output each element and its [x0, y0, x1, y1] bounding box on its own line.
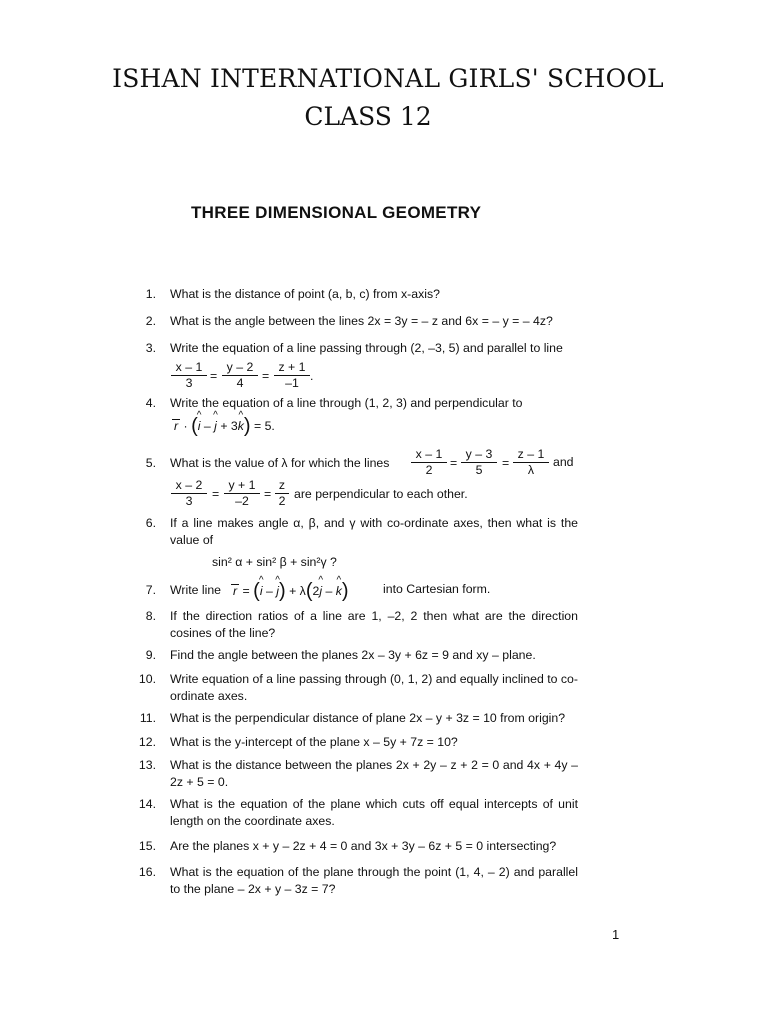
- fraction-y: [224, 478, 260, 509]
- denominator: 5: [475, 463, 483, 477]
- minus-sign: –: [265, 584, 273, 598]
- question-text: What is the y-intercept of the plane x – 5y + 7z = 10?: [170, 735, 458, 749]
- vector-r: r: [174, 419, 179, 433]
- equals-sign: =: [212, 487, 220, 501]
- question-text: What is the distance between the planes 2x + 2y – z + 2 = 0 and 4x + 4y – 2z + 5 = 0.: [170, 758, 578, 789]
- equals-sign: =: [502, 456, 510, 470]
- fraction-z: [274, 360, 310, 391]
- unit-vector-k: ^ k: [238, 419, 244, 433]
- question-number: 11.: [139, 711, 156, 725]
- question-number: 14.: [138, 797, 156, 811]
- equals-sign: =: [242, 584, 250, 598]
- denominator: 4: [236, 376, 244, 390]
- numerator: z – 1: [513, 447, 549, 463]
- trig-expression: sin² α + sin² β + sin²γ ?: [212, 555, 337, 569]
- dot-operator: ·: [183, 419, 188, 433]
- numerator: z: [275, 478, 289, 494]
- class-label: CLASS 12: [304, 102, 432, 131]
- unit-vector-j: ^ j: [319, 584, 322, 598]
- question-number: 13.: [138, 758, 156, 772]
- plus-three: + 3: [220, 419, 238, 433]
- question-text: Write line: [170, 583, 222, 597]
- fraction-z: [275, 478, 289, 509]
- question-text: What is the equation of the plane which cuts off equal intercepts of unit length on the coordinate axes.: [170, 797, 578, 828]
- question-text: Write the equation of a line passing through (2, –3, 5) and parallel to line: [170, 341, 563, 355]
- coefficient-two: 2: [312, 584, 320, 598]
- numerator: y – 3: [461, 447, 497, 463]
- fraction-y: [222, 360, 258, 391]
- question-text: If a line makes angle α, β, and γ with co-ordinate axes, then what is the value of: [170, 516, 578, 547]
- question-number: 6.: [145, 516, 156, 530]
- question-number: 8.: [145, 609, 156, 623]
- numerator: y + 1: [224, 478, 260, 494]
- question-text: What is the angle between the lines 2x = 3y = – z and 6x = – y = – 4z?: [170, 314, 553, 328]
- question-number: 4.: [145, 396, 156, 410]
- equals-sign: =: [450, 456, 458, 470]
- question-number: 5.: [145, 456, 156, 470]
- question-text: What is the value of λ for which the lines: [170, 456, 390, 470]
- question-number: 7.: [145, 583, 156, 597]
- question-number: 3.: [145, 341, 156, 355]
- denominator: 2: [425, 463, 433, 477]
- question-number: 9.: [145, 648, 156, 662]
- question-text: Are the planes x + y – 2z + 4 = 0 and 3x + 3y – 6z + 5 = 0 intersecting?: [170, 839, 557, 853]
- page-number: 1: [612, 927, 620, 942]
- unit-vector-j: ^ j: [276, 584, 279, 598]
- fraction-y: [461, 447, 497, 478]
- question-text: Find the angle between the planes 2x – 3y + 6z = 9 and xy – plane.: [170, 648, 536, 662]
- plus-lambda: + λ: [289, 584, 306, 598]
- numerator: x – 1: [411, 447, 447, 463]
- unit-vector-k: ^ k: [336, 584, 342, 598]
- denominator: –2: [235, 494, 249, 508]
- denominator: 3: [185, 494, 193, 508]
- minus-sign: –: [325, 584, 333, 598]
- denominator: –1: [285, 376, 299, 390]
- equals-sign: =: [210, 369, 218, 383]
- school-name: ISHAN INTERNATIONAL GIRLS' SCHOOL: [112, 64, 664, 93]
- vector-r: r: [233, 584, 238, 598]
- question-text: What is the perpendicular distance of plane 2x – y + 3z = 10 from origin?: [170, 711, 566, 725]
- fraction-z: [513, 447, 549, 478]
- equation-rhs: = 5.: [254, 419, 275, 433]
- numerator: x – 2: [171, 478, 207, 494]
- question-number: 2.: [145, 314, 156, 328]
- and-word: and: [553, 455, 574, 469]
- question-text: Write the equation of a line through (1, 2, 3) and perpendicular to: [170, 396, 523, 410]
- minus-sign: –: [203, 419, 211, 433]
- period: .: [310, 369, 314, 383]
- question-number: 10.: [138, 672, 156, 686]
- numerator: z + 1: [274, 360, 310, 376]
- equals-sign: =: [264, 487, 272, 501]
- equals-sign: =: [262, 369, 270, 383]
- vector-equation: r = (^ i – ^ j) + λ(2^ j – ^ k): [231, 580, 349, 603]
- question-text: Write equation of a line passing through (0, 1, 2) and equally inclined to co-ordinate axes.: [170, 672, 578, 703]
- fraction-x: [171, 360, 207, 391]
- fraction-x: [171, 478, 207, 509]
- question-text-end: into Cartesian form.: [383, 582, 491, 596]
- numerator: y – 2: [222, 360, 258, 376]
- numerator: x – 1: [171, 360, 207, 376]
- question-text: What is the distance of point (a, b, c) from x-axis?: [170, 287, 440, 301]
- question-text: What is the equation of the plane through the point (1, 4, – 2) and parallel to the plane – 2x + y – 3z = 7?: [170, 865, 578, 896]
- topic-title: THREE DIMENSIONAL GEOMETRY: [191, 203, 482, 222]
- denominator: 2: [278, 494, 286, 508]
- unit-vector-i: ^ i: [198, 419, 201, 433]
- unit-vector-j: ^ j: [214, 419, 217, 433]
- question-number: 15.: [138, 839, 156, 853]
- fraction-x: [411, 447, 447, 478]
- denominator: λ: [527, 463, 535, 477]
- denominator: 3: [185, 376, 193, 390]
- question-number: 1.: [145, 287, 156, 301]
- question-text: If the direction ratios of a line are 1, –2, 2 then what are the direction cosines of the line?: [170, 609, 578, 640]
- vector-equation: r · (^ i – ^ j + 3^ k) = 5.: [172, 415, 275, 438]
- question-number: 16.: [138, 865, 156, 879]
- unit-vector-i: ^ i: [260, 584, 263, 598]
- question-text-end: are perpendicular to each other.: [294, 487, 468, 501]
- question-number: 12.: [138, 735, 156, 749]
